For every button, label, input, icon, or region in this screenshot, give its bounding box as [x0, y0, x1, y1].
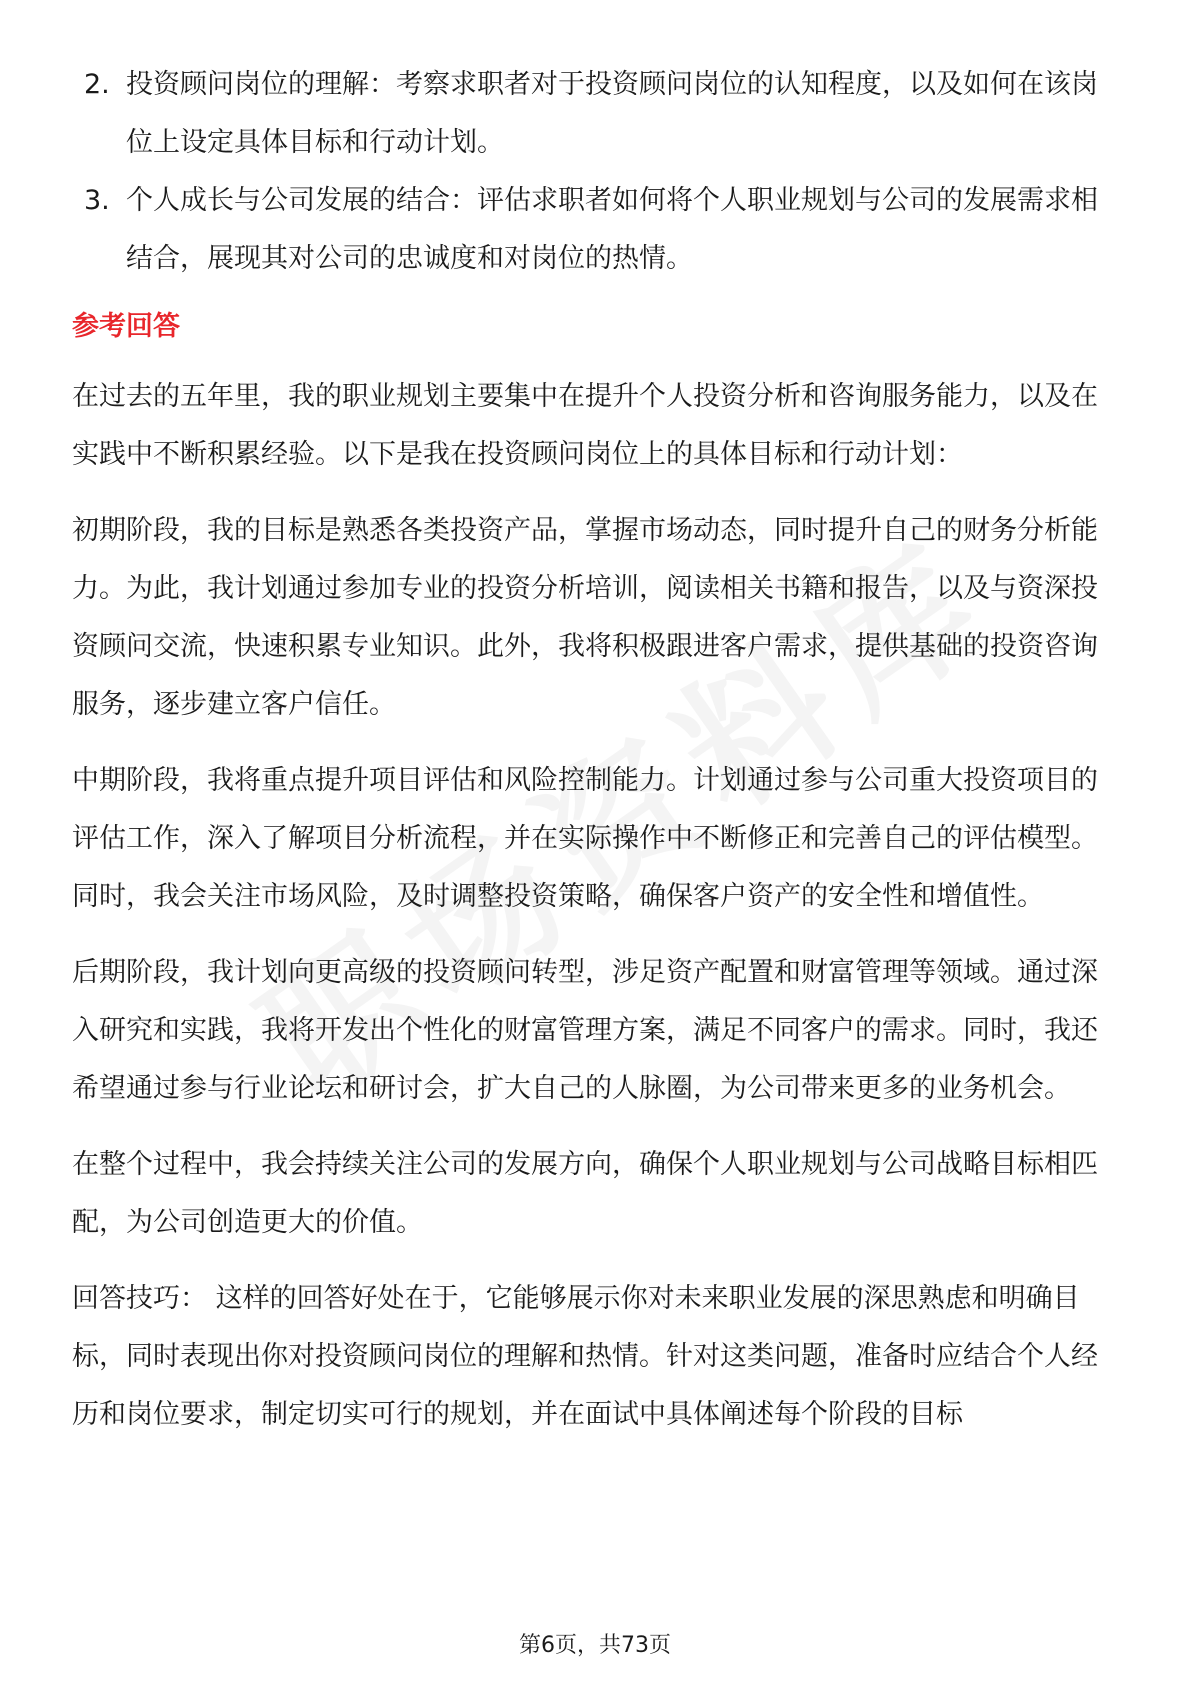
list-item-number: 3. [84, 185, 110, 216]
paragraph: 在过去的五年里，我的职业规划主要集中在提升个人投资分析和咨询服务能力，以及在实践中不断积累经验。以下是我在投资顾问岗位上的具体目标和行动计划： [72, 381, 1098, 470]
list-item-text: 投资顾问岗位的理解：考察求职者对于投资顾问岗位的认知程度，以及如何在该岗位上设定具体目标和行动计划。 [126, 69, 1098, 158]
paragraph: 回答技巧： 这样的回答好处在于，它能够展示你对未来职业发展的深思熟虑和明确目标，同时表现出你对投资顾问岗位的理解和热情。针对这类问题，准备时应结合个人经历和岗位要求，制定切实可行的规划，并在面试中具体阐述每个阶段的目标 [72, 1283, 1098, 1430]
list-item-number: 2. [84, 69, 110, 100]
list-item [72, 56, 1122, 172]
page-content [72, 56, 1122, 1462]
list-item [72, 172, 1122, 288]
section-title: 参考回答 [72, 311, 180, 342]
criteria-list [72, 56, 1122, 288]
paragraph: 初期阶段，我的目标是熟悉各类投资产品，掌握市场动态，同时提升自己的财务分析能力。为此，我计划通过参加专业的投资分析培训，阅读相关书籍和报告，以及与资深投资顾问交流，快速积累专业知识。此外，我将积极跟进客户需求，提供基础的投资咨询服务，逐步建立客户信任。 [72, 515, 1098, 720]
paragraph: 后期阶段，我计划向更高级的投资顾问转型，涉足资产配置和财富管理等领域。通过深入研究和实践，我将开发出个性化的财富管理方案，满足不同客户的需求。同时，我还希望通过参与行业论坛和研讨会，扩大自己的人脉圈，为公司带来更多的业务机会。 [72, 957, 1098, 1104]
paragraph: 中期阶段，我将重点提升项目评估和风险控制能力。计划通过参与公司重大投资项目的评估工作，深入了解项目分析流程，并在实际操作中不断修正和完善自己的评估模型。同时，我会关注市场风险，及时调整投资策略，确保客户资产的安全性和增值性。 [72, 765, 1098, 912]
list-item-text: 个人成长与公司发展的结合：评估求职者如何将个人职业规划与公司的发展需求相结合，展现其对公司的忠诚度和对岗位的热情。 [126, 185, 1098, 274]
page-footer: 第6页，共73页 [519, 1633, 671, 1658]
paragraph: 在整个过程中，我会持续关注公司的发展方向，确保个人职业规划与公司战略目标相匹配，为公司创造更大的价值。 [72, 1149, 1098, 1238]
